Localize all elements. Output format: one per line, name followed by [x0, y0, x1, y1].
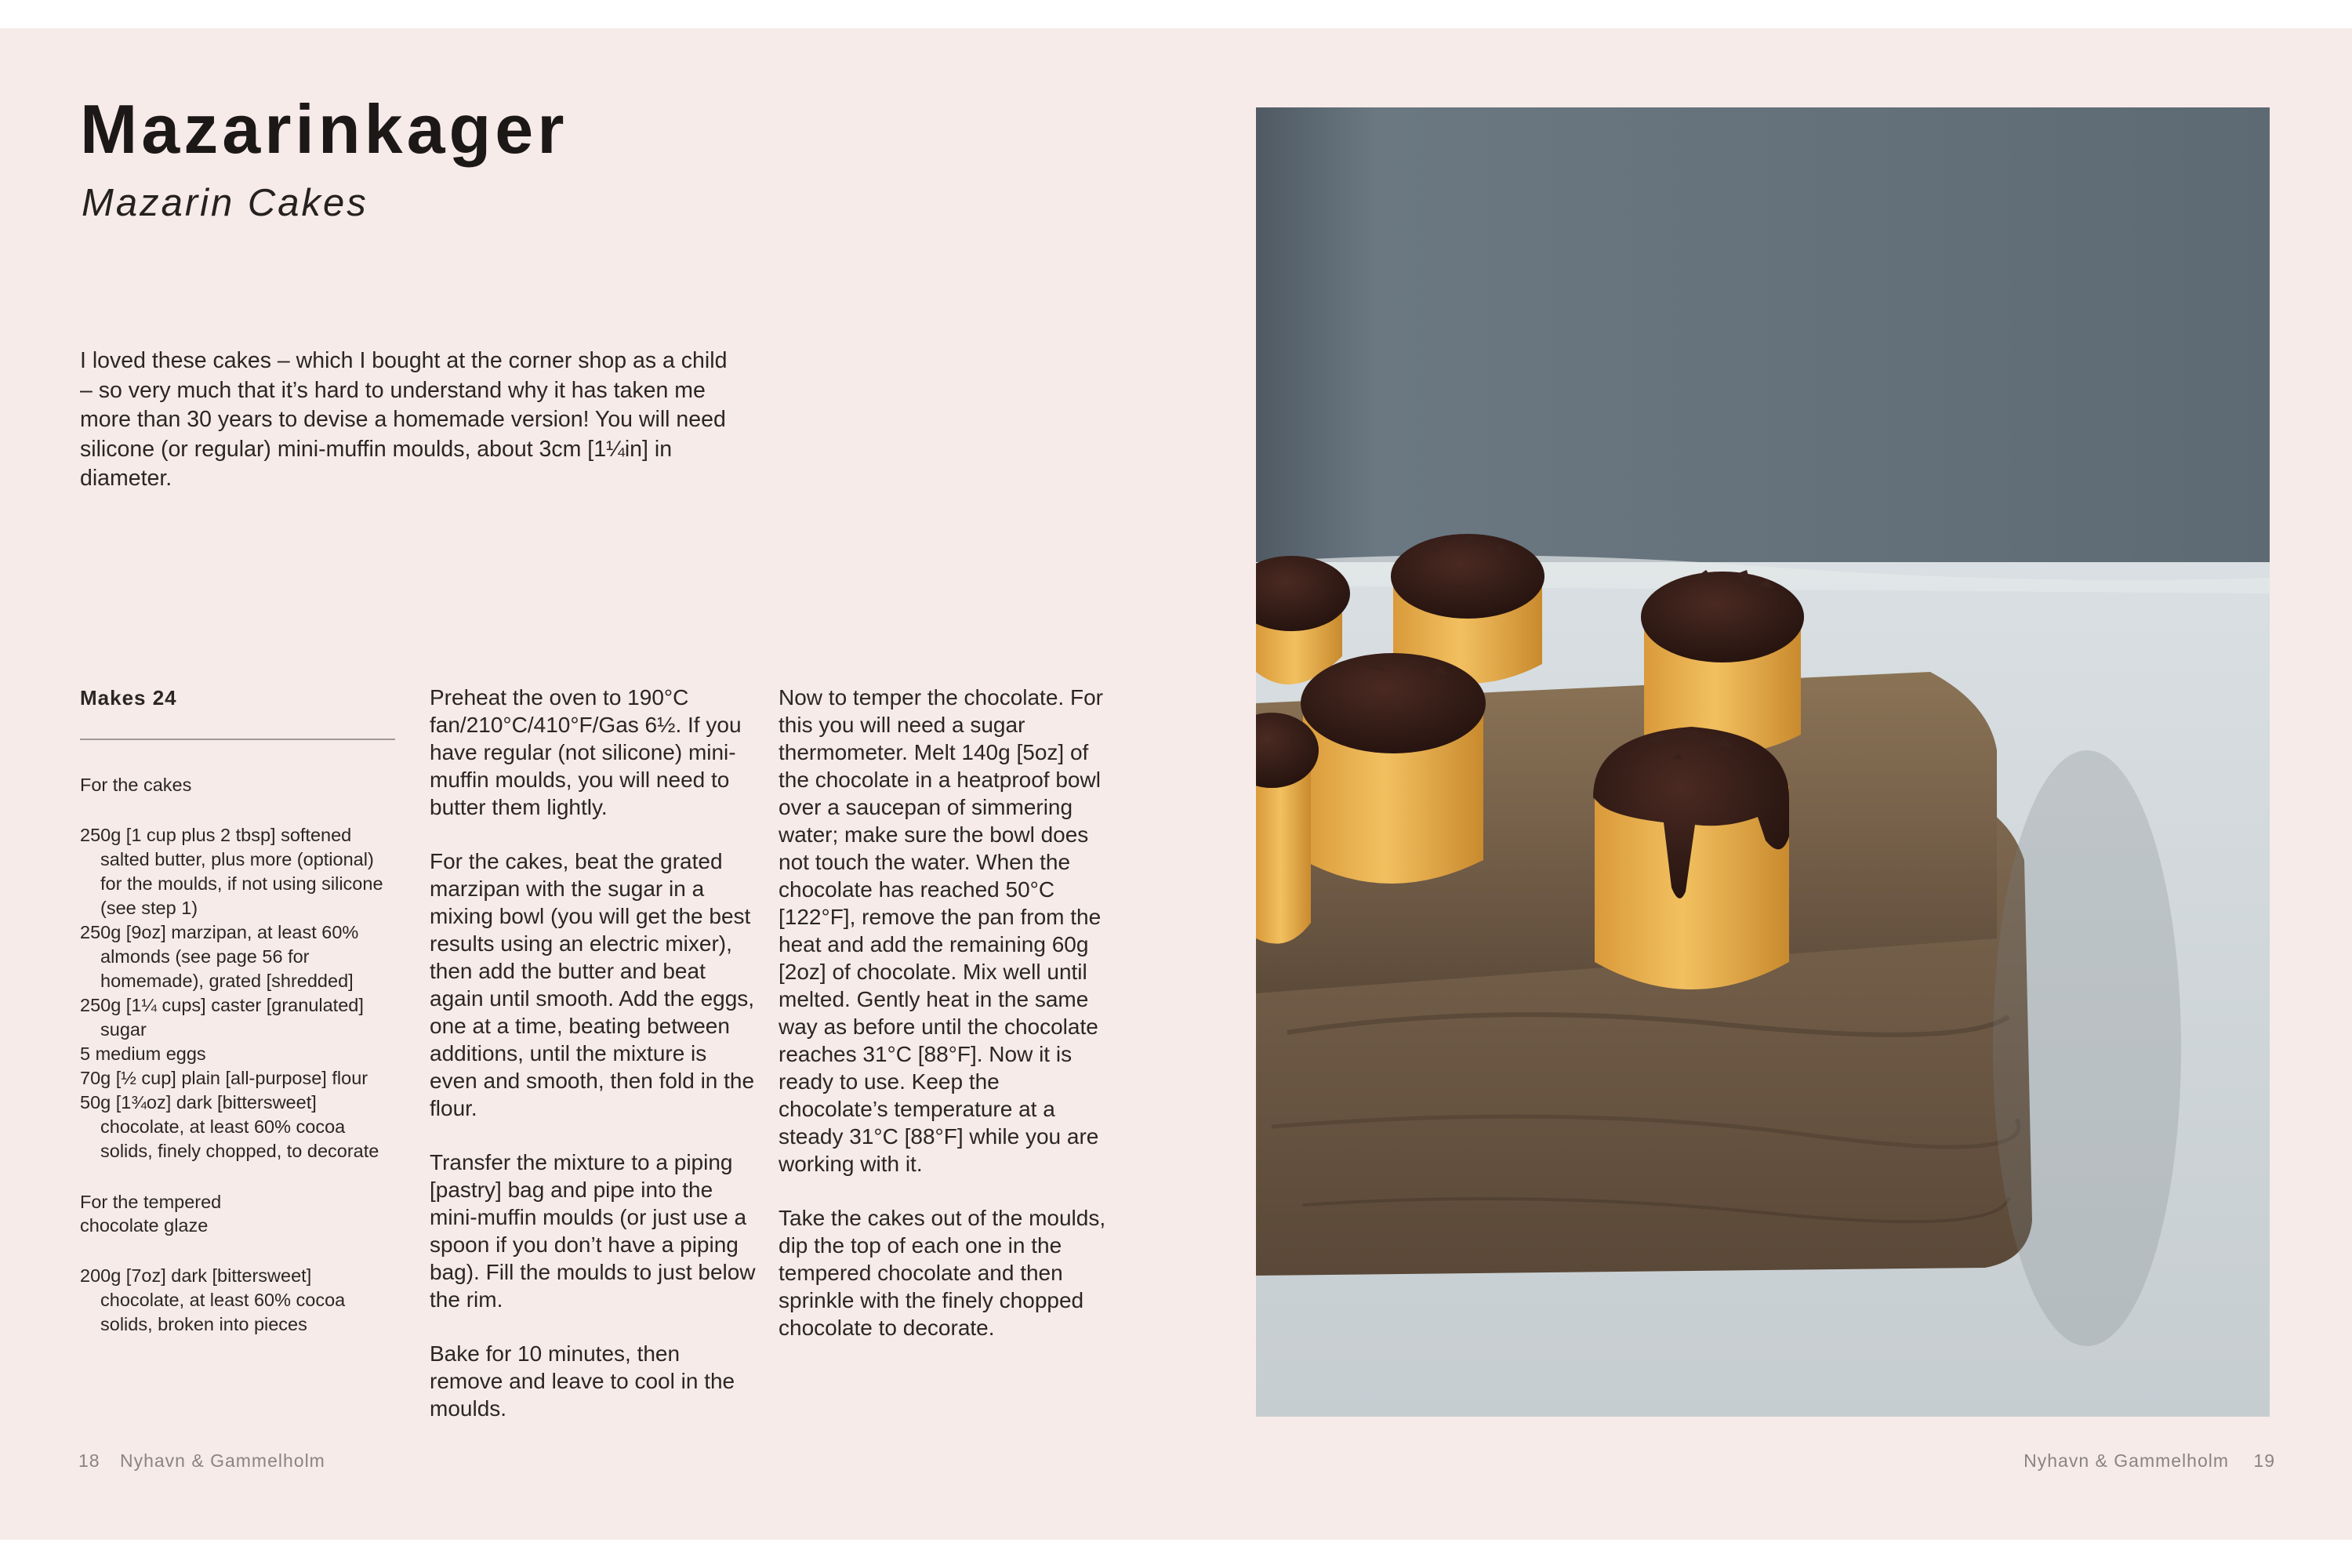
- ingredient-item: 250g [1¼ cups] caster [granulated] sugar: [80, 995, 364, 1040]
- mazarin-cakes-photo: [1256, 107, 2270, 1417]
- page-number: 18: [78, 1450, 100, 1471]
- section-name: Nyhavn & Gammelholm: [2024, 1450, 2230, 1471]
- method-step: Take the cakes out of the moulds, dip the top of each one in the tempered chocolate and then sprinkle with the finely chopped chocolate to decorate.: [779, 1206, 1106, 1340]
- ingredient-item: 250g [9oz] marzipan, at least 60% almonds (see page 56 for homemade), grated [shredded]: [80, 922, 359, 991]
- glaze-heading-line: chocolate glaze: [80, 1215, 209, 1236]
- recipe-subtitle: Mazarin Cakes: [82, 182, 368, 224]
- ingredient-item: 50g [1¾oz] dark [bittersweet] chocolate, at least 60% cocoa solids, finely chopped, to decorate: [80, 1092, 379, 1161]
- recipe-intro: I loved these cakes – which I bought at the corner shop as a child – so very much that it’s hard to understand why it has taken me more than 30 years to devise a homemade version! You will need silicone (or regular) mini-muffin moulds, about 3cm [1¼in] in diameter.: [80, 348, 728, 491]
- glaze-ingredients-heading: [80, 1190, 397, 1237]
- cake: [1256, 713, 1319, 944]
- method-step: Now to temper the chocolate. For this you will need a sugar thermometer. Melt 140g [5oz] of the chocolate in a heatproof bowl over a saucepan of simmering water; make sure the bowl does not touch the water. When the chocolate has reached 50°C [122°F], remove the pan from the heat and add the remaining 60g [2oz] of chocolate. Mix well until melted. Gently heat in the same way as before until the chocolate reaches 31°C [88°F]. Now it is ready to use. Keep the chocolate’s temperature at a steady 31°C [88°F] while you are working with it.: [779, 685, 1103, 1176]
- method-step: For the cakes, beat the grated marzipan with the sugar in a mixing bowl (you will get the best results using an electric mixer), then add the butter and beat again until smooth. Add the eggs, one at a time, beating between additions, until the mixture is even and smooth, then fold in the flour.: [430, 849, 755, 1120]
- cake: [1593, 727, 1789, 989]
- recipe-title: Mazarinkager: [80, 90, 568, 168]
- method-step: Bake for 10 minutes, then remove and leave to cool in the moulds.: [430, 1341, 735, 1421]
- ingredient-item: 200g [7oz] dark [bittersweet] chocolate, at least 60% cocoa solids, broken into pieces: [80, 1265, 346, 1334]
- ingredient-item: 5 medium eggs: [80, 1044, 206, 1064]
- cake: [1641, 570, 1804, 754]
- cake: [1301, 653, 1486, 884]
- glaze-ingredient-list: [80, 1264, 397, 1337]
- method-step: Preheat the oven to 190°C fan/210°C/410°F/Gas 6½. If you have regular (not silicone) mini-muffin moulds, you will need to butter them lightly.: [430, 685, 742, 819]
- section-name: Nyhavn & Gammelholm: [119, 1450, 325, 1471]
- cakes-ingredient-list: [80, 823, 397, 1163]
- glaze-heading-line: For the tempered: [80, 1192, 222, 1212]
- ingredient-item: 250g [1 cup plus 2 tbsp] softened salted butter, plus more (optional) for the moulds, if not using silicone (see step 1): [80, 825, 383, 918]
- yield-label: Makes 24: [80, 686, 177, 710]
- cakes-ingredients-heading: For the cakes: [80, 775, 192, 795]
- method-column-1: [430, 684, 756, 1449]
- method-column-2: [779, 684, 1108, 1368]
- divider: [80, 739, 395, 740]
- footer-left: [78, 1450, 325, 1472]
- footer-right: [2024, 1450, 2275, 1472]
- page-number: 19: [2253, 1450, 2275, 1471]
- ingredients-column: [80, 684, 397, 1363]
- ingredient-item: 70g [½ cup] plain [all-purpose] flour: [80, 1068, 368, 1088]
- method-step: Transfer the mixture to a piping [pastry] bag and pipe into the mini-muffin moulds (or just use a spoon if you don’t have a piping bag). Fill the moulds to just below the rim.: [430, 1150, 756, 1312]
